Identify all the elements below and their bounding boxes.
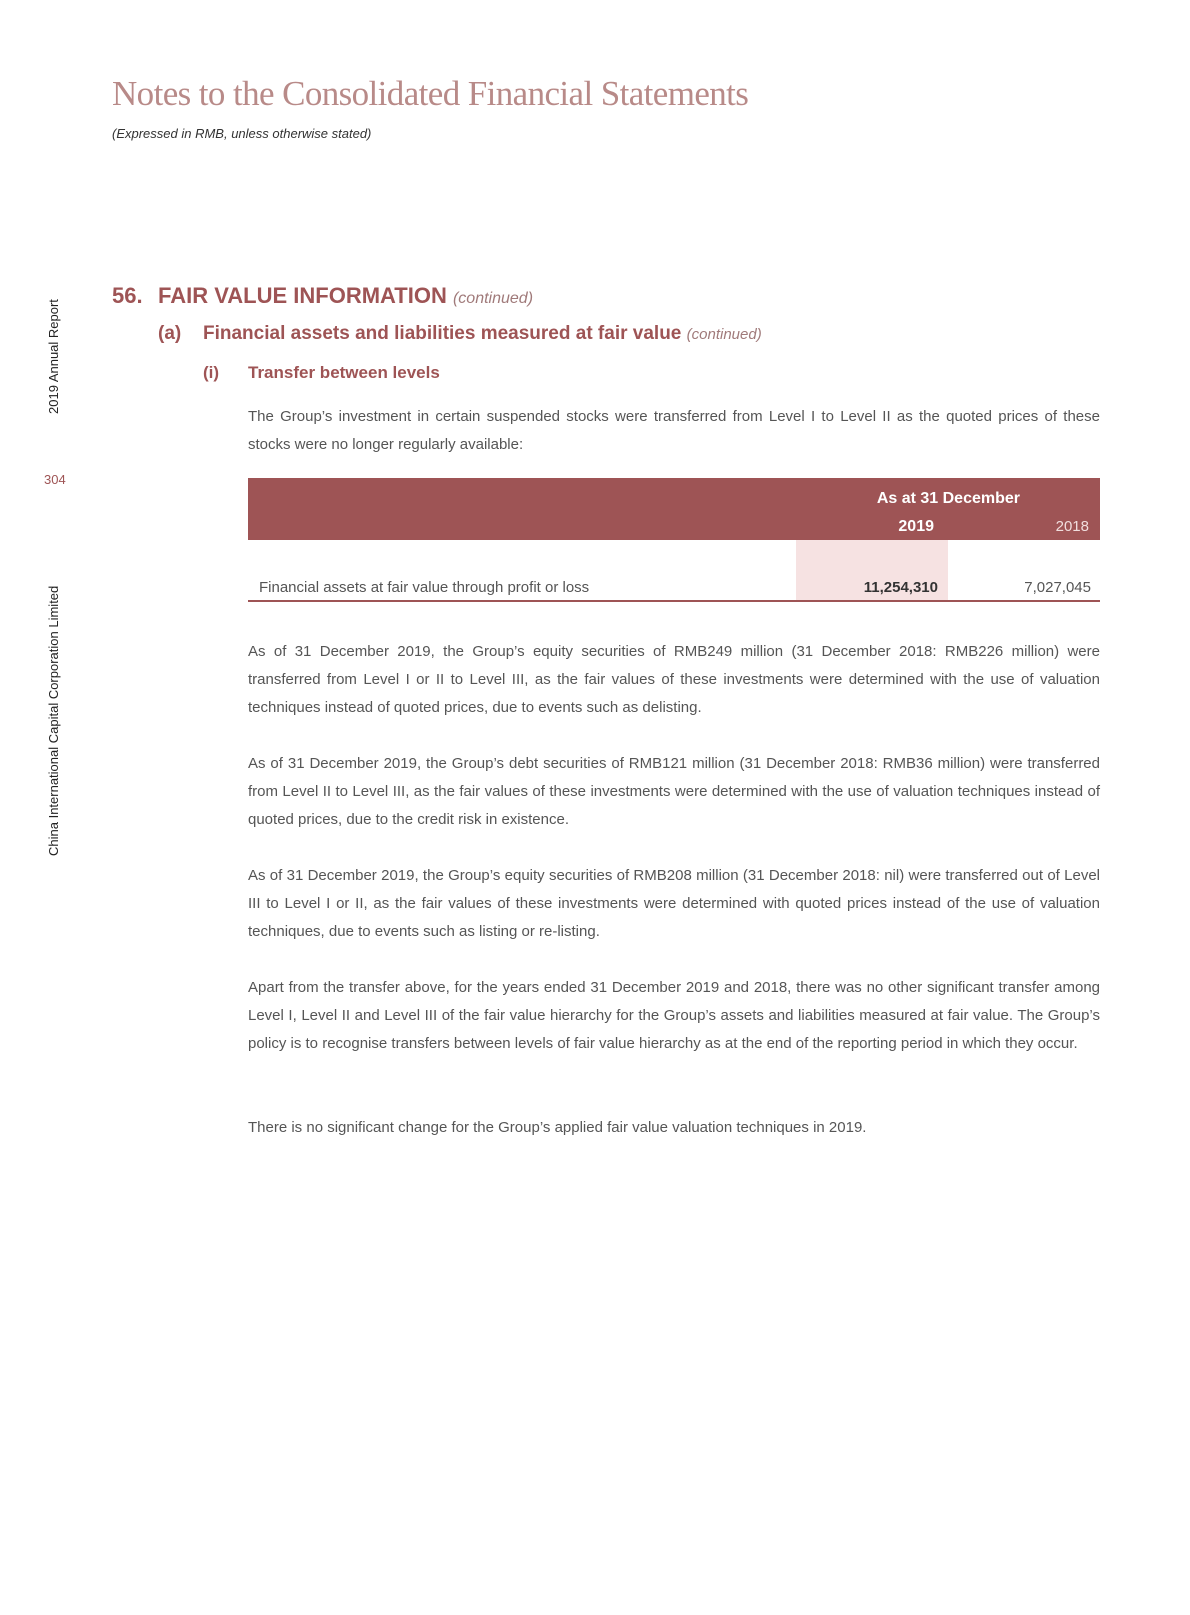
sidebar-company-label: China International Capital Corporation Limited: [46, 585, 61, 856]
table-group-header: As at 31 December: [876, 490, 1020, 507]
paragraph-valuation-techniques: There is no significant change for the Group’s applied fair value valuation techniques in 2019.: [248, 1119, 867, 1136]
table-row-label: Financial assets at fair value through profit or loss: [259, 579, 590, 596]
subsection-continued: (continued): [686, 326, 762, 343]
subsection-title: Financial assets and liabilities measured at fair value: [203, 323, 682, 344]
section-number: 56.: [112, 283, 143, 308]
table-bottom-rule: [248, 600, 1100, 602]
page-title: Notes to the Consolidated Financial Statements: [112, 74, 749, 113]
page-subtitle: (Expressed in RMB, unless otherwise stated): [112, 126, 372, 141]
subsubsection-title: Transfer between levels: [248, 363, 440, 382]
subsubsection-number: (i): [203, 363, 220, 382]
subsection-number: (a): [158, 323, 182, 344]
intro-paragraph: The Group’s investment in certain suspended stocks were transferred from Level I to Level II as the quoted prices of these stocks were no longer regularly available:: [248, 408, 1100, 453]
subsubsection-heading: [203, 363, 440, 383]
table-header: [248, 478, 1100, 540]
table-cell-2018: 7,027,045: [1024, 579, 1091, 596]
subsection-heading: [158, 323, 762, 345]
paragraph-equity-out-of-level-iii: As of 31 December 2019, the Group’s equity securities of RMB208 million (31 December 2018: nil) were transferred out of Level III to Level I or II, as the fair values of these investments were determined with quoted prices instead of the use of valuation techniques, due to events such as listing or re-listing.: [248, 867, 1100, 940]
paragraph-equity-to-level-iii: As of 31 December 2019, the Group’s equity securities of RMB249 million (31 December 2018: RMB226 million) were transferred from Level I or II to Level III, as the fair values of these investments were determined with the use of valuation techniques instead of quoted prices, due to events such as delisting.: [248, 643, 1100, 716]
sidebar-report-label: 2019 Annual Report: [46, 299, 61, 414]
section-title: FAIR VALUE INFORMATION: [158, 283, 447, 308]
section-heading: [112, 283, 533, 309]
page-number: 304: [44, 472, 66, 487]
column-header-2019: 2019: [898, 518, 934, 535]
paragraph-transfer-policy: Apart from the transfer above, for the years ended 31 December 2019 and 2018, there was no other significant transfer among Level I, Level II and Level III of the fair value hierarchy for the Group’s assets and liabilities measured at fair value. The Group’s policy is to recognise transfers between levels of fair value hierarchy as at the end of the reporting period in which they occur.: [248, 979, 1100, 1052]
section-continued: (continued): [452, 290, 534, 307]
table-cell-2019: 11,254,310: [863, 579, 938, 596]
paragraph-debt-to-level-iii: As of 31 December 2019, the Group’s debt securities of RMB121 million (31 December 2018: RMB36 million) were transferred from Level II to Level III, as the fair values of these investments were determined with the use of valuation techniques instead of quoted prices, due to the credit risk in existence.: [248, 755, 1100, 828]
column-header-2018: 2018: [1055, 518, 1089, 535]
